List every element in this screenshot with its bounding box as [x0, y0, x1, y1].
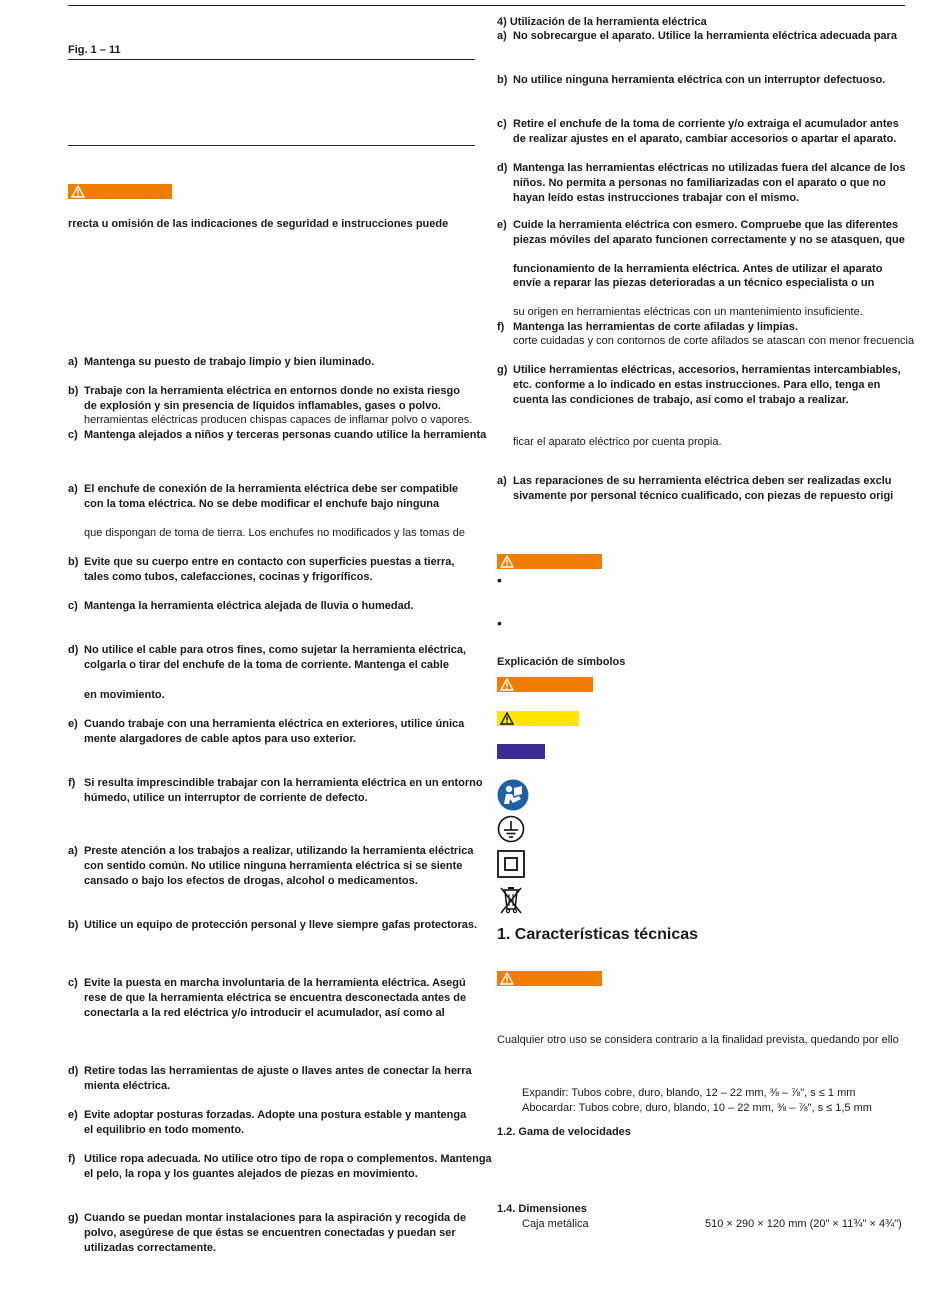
warning-triangle-icon	[500, 712, 514, 725]
item-label: c)	[497, 118, 507, 130]
item-note: en movimiento.	[84, 689, 165, 701]
item-line: Retire el enchufe de la toma de corriente y/o extraiga el acumulador antes	[513, 118, 899, 130]
item-label: d)	[497, 162, 508, 174]
item-note: que dispongan de toma de tierra. Los enchufes no modificados y las tomas de	[84, 527, 465, 539]
item-line: No utilice el cable para otros fines, como sujetar la herramienta eléctrica,	[84, 644, 467, 656]
item-line: colgarla o tirar del enchufe de la toma de corriente. Mantenga el cable	[84, 659, 449, 671]
item-line: Mantenga las herramientas de corte afiladas y limpias.	[513, 321, 798, 333]
warning-triangle-icon	[71, 185, 85, 198]
weee-bin-icon	[499, 885, 523, 915]
item-line: Las reparaciones de su herramienta eléctrica deben ser realizadas exclu	[513, 475, 892, 487]
speed-range-title: 1.2. Gama de velocidades	[497, 1126, 631, 1138]
item-label: c)	[68, 600, 78, 612]
bullet: •	[497, 615, 502, 631]
item-label: a)	[68, 483, 78, 495]
item-line: polvo, asegúrese de que éstas se encuentren conectadas y puedan ser	[84, 1227, 456, 1239]
item-note: ficar el aparato eléctrico por cuenta propia.	[513, 436, 722, 448]
item-line: piezas móviles del aparato funcionen correctamente y no se atasquen, que	[513, 234, 905, 246]
warning-triangle-icon	[500, 555, 514, 568]
fig-rule	[68, 59, 475, 60]
item-label: b)	[68, 556, 79, 568]
item-label: a)	[68, 356, 78, 368]
item-note: herramientas eléctricas producen chispas capaces de inflamar polvo o vapores.	[84, 414, 473, 426]
earth-ground-icon	[497, 815, 525, 843]
item-line: el pelo, la ropa y los guantes alejados de piezas en movimiento.	[84, 1168, 418, 1180]
expand-spec: Expandir: Tubos cobre, duro, blando, 12 – 22 mm, ⅜ – ⅞", s ≤ 1 mm	[522, 1087, 856, 1099]
read-manual-icon	[497, 779, 529, 811]
dimensions-title: 1.4. Dimensiones	[497, 1203, 587, 1215]
item-line: El enchufe de conexión de la herramienta eléctrica debe ser compatible	[84, 483, 459, 495]
item-note: su origen en herramientas eléctricas con un mantenimiento insuficiente.	[513, 306, 863, 318]
warning-symbol-orange	[497, 677, 593, 692]
item-line: Mantenga su puesto de trabajo limpio y bien iluminado.	[84, 356, 375, 368]
section-rule	[68, 145, 475, 146]
section-4-title: 4) Utilización de la herramienta eléctrica	[497, 16, 707, 28]
item-line: Cuando se puedan montar instalaciones para la aspiración y recogida de	[84, 1212, 467, 1224]
item-label: c)	[68, 429, 78, 441]
item-line: Utilice ropa adecuada. No utilice otro tipo de ropa o complementos. Mantenga	[84, 1153, 492, 1165]
item-line: Utilice un equipo de protección personal y lleve siempre gafas protectoras.	[84, 919, 478, 931]
item-label: f)	[497, 321, 505, 333]
dimensions-label: Caja metálica	[522, 1218, 589, 1230]
item-line: de explosión y sin presencia de líquidos inflamables, gases o polvo.	[84, 400, 441, 412]
item-line: No sobrecargue el aparato. Utilice la herramienta eléctrica adecuada para	[513, 30, 897, 42]
note-symbol-purple	[497, 744, 545, 759]
item-label: b)	[497, 74, 508, 86]
item-line: mente alargadores de cable aptos para uso exterior.	[84, 733, 357, 745]
item-line: con sentido común. No utilice ninguna herramienta eléctrica si se siente	[84, 860, 463, 872]
item-line: conectarla a la red eléctrica y/o introducir el acumulador, así como al	[84, 1007, 445, 1019]
item-label: g)	[68, 1212, 79, 1224]
item-line: Retire todas las herramientas de ajuste o llaves antes de conectar la herra	[84, 1065, 472, 1077]
item-label: d)	[68, 644, 79, 656]
item-label: g)	[497, 364, 508, 376]
item-line: cuenta las condiciones de trabajo, así como el trabajo a realizar.	[513, 394, 849, 406]
item-label: a)	[497, 475, 507, 487]
item-line: niños. No permita a personas no familiarizadas con el aparato o que no	[513, 177, 886, 189]
item-label: f)	[68, 1153, 76, 1165]
dimensions-value: 510 × 290 × 120 mm (20" × 11¾" × 4¾")	[705, 1218, 902, 1230]
item-line: Mantenga alejados a niños y terceras personas cuando utilice la herramienta	[84, 429, 487, 441]
item-line: Evite que su cuerpo entre en contacto con superficies puestas a tierra,	[84, 556, 455, 568]
item-line: Si resulta imprescindible trabajar con la herramienta eléctrica en un entorno	[84, 777, 483, 789]
item-line: Evite adoptar posturas forzadas. Adopte una postura estable y mantenga	[84, 1109, 467, 1121]
item-line: mienta eléctrica.	[84, 1080, 171, 1092]
item-label: e)	[497, 219, 507, 231]
item-label: e)	[68, 1109, 78, 1121]
warning-banner	[497, 554, 602, 569]
warning-triangle-icon	[500, 678, 514, 691]
item-line: No utilice ninguna herramienta eléctrica con un interruptor defectuoso.	[513, 74, 886, 86]
item-line: húmedo, utilice un interruptor de corriente de defecto.	[84, 792, 368, 804]
item-line: utilizadas correctamente.	[84, 1242, 217, 1254]
item-line: de realizar ajustes en el aparato, cambiar accesorios o apartar el aparato.	[513, 133, 897, 145]
symbols-title: Explicación de símbolos	[497, 656, 626, 668]
warning-banner	[68, 184, 172, 199]
item-label: c)	[68, 977, 78, 989]
section-1-title: 1. Características técnicas	[497, 926, 699, 943]
protection-class-ii-icon	[497, 850, 525, 878]
usage-text: Cualquier otro uso se considera contrario a la finalidad prevista, quedando por ello	[497, 1034, 899, 1046]
item-line: sivamente por personal técnico cualificado, con piezas de repuesto origi	[513, 490, 894, 502]
warning-triangle-icon	[500, 972, 514, 985]
top-rule	[68, 5, 905, 6]
item-line: cansado o bajo los efectos de drogas, alcohol o medicamentos.	[84, 875, 418, 887]
caution-symbol-yellow	[497, 711, 579, 726]
item-note: corte cuidadas y con contornos de corte afilados se atascan con menor frecuencia	[513, 335, 915, 347]
flare-spec: Abocardar: Tubos cobre, duro, blando, 10 – 22 mm, ⅜ – ⅞", s ≤ 1,5 mm	[522, 1102, 872, 1114]
item-line: tales como tubos, calefacciones, cocinas y frigoríficos.	[84, 571, 373, 583]
item-label: d)	[68, 1065, 79, 1077]
item-line: Trabaje con la herramienta eléctrica en entornos donde no exista riesgo	[84, 385, 460, 397]
bullet: •	[497, 572, 502, 588]
item-line: Mantenga la herramienta eléctrica alejada de lluvia o humedad.	[84, 600, 414, 612]
fig-label: Fig. 1 – 11	[68, 44, 121, 56]
item-label: b)	[68, 919, 79, 931]
item-label: a)	[497, 30, 507, 42]
item-line: el equilibrio en todo momento.	[84, 1124, 245, 1136]
item-line: Preste atención a los trabajos a realizar, utilizando la herramienta eléctrica	[84, 845, 474, 857]
item-label: a)	[68, 845, 78, 857]
item-line: hayan leído estas instrucciones trabajar con el mismo.	[513, 192, 800, 204]
item-label: f)	[68, 777, 76, 789]
item-line: con la toma eléctrica. No se debe modificar el enchufe bajo ninguna	[84, 498, 440, 510]
warning-banner	[497, 971, 602, 986]
item-line: Mantenga las herramientas eléctricas no utilizadas fuera del alcance de los	[513, 162, 906, 174]
warning-text: rrecta u omisión de las indicaciones de seguridad e instrucciones puede	[68, 218, 449, 230]
item-line: Utilice herramientas eléctricas, accesorios, herramientas intercambiables,	[513, 364, 901, 376]
item-line: rese de que la herramienta eléctrica se encuentra desconectada antes de	[84, 992, 467, 1004]
item-line: envíe a reparar las piezas deterioradas a un técnico especialista o un	[513, 277, 875, 289]
item-label: b)	[68, 385, 79, 397]
item-label: e)	[68, 718, 78, 730]
item-line: funcionamiento de la herramienta eléctrica. Antes de utilizar el aparato	[513, 263, 883, 275]
item-line: Cuando trabaje con una herramienta eléctrica en exteriores, utilice única	[84, 718, 465, 730]
item-line: Cuide la herramienta eléctrica con esmero. Compruebe que las diferentes	[513, 219, 899, 231]
item-line: etc. conforme a lo indicado en estas instrucciones. Para ello, tenga en	[513, 379, 881, 391]
item-line: Evite la puesta en marcha involuntaria de la herramienta eléctrica. Asegú	[84, 977, 466, 989]
